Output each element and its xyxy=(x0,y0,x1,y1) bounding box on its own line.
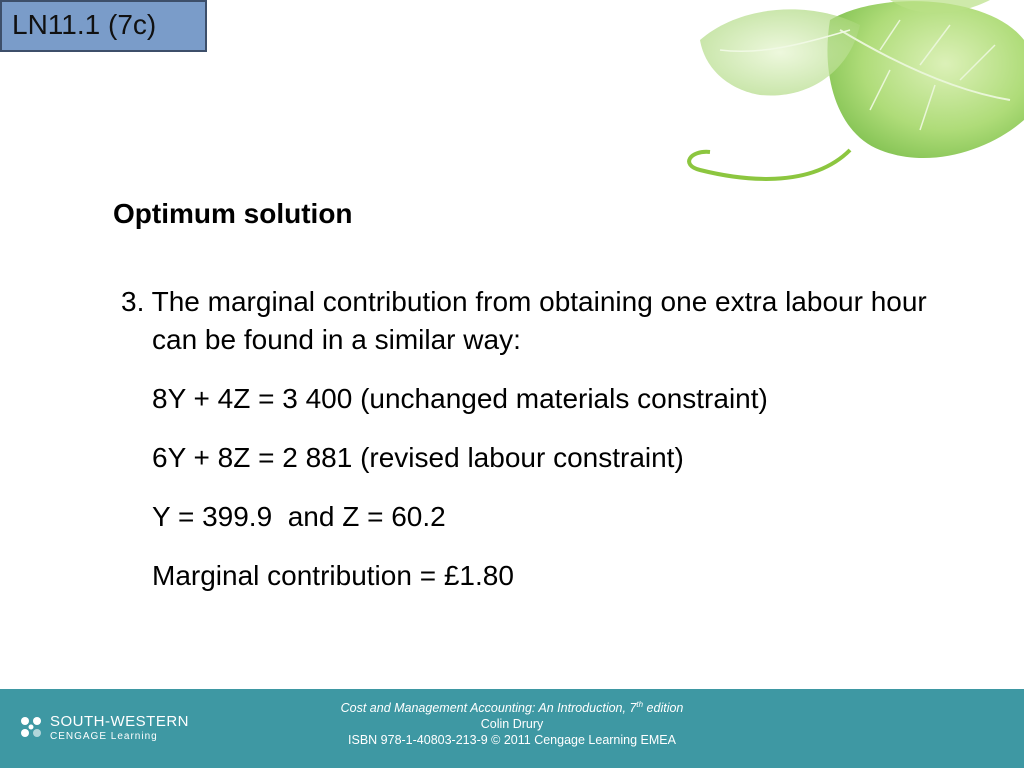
publisher-logo xyxy=(16,711,206,745)
author: Colin Drury xyxy=(480,717,544,732)
logo-line1: SOUTH-WESTERN xyxy=(50,713,189,730)
leaf-decoration xyxy=(660,0,1024,200)
slide-body xyxy=(121,283,941,595)
footer-bar xyxy=(0,689,1024,768)
isbn: ISBN 978-1-40803-213-9 © 2011 Cengage Learning EMEA xyxy=(348,733,676,748)
slide-label: LN11.1 (7c) xyxy=(0,0,207,52)
equation-labour: 6Y + 8Z = 2 881 (revised labour constraint) xyxy=(152,442,684,473)
cengage-logo-icon xyxy=(16,713,46,743)
logo-line2: CENGAGE Learning xyxy=(50,731,158,742)
citation xyxy=(250,697,774,748)
book-title: Cost and Management Accounting: An Introduction, 7th edition xyxy=(340,700,684,716)
marginal-contribution: Marginal contribution = £1.80 xyxy=(152,560,514,591)
section-heading: Optimum solution xyxy=(113,198,353,229)
solution-values: Y = 399.9 and Z = 60.2 xyxy=(152,501,446,532)
equation-materials: 8Y + 4Z = 3 400 (unchanged materials constraint) xyxy=(152,383,768,414)
point-text: 3. The marginal contribution from obtaining one extra labour hour can be found in a similar way: xyxy=(121,286,927,355)
